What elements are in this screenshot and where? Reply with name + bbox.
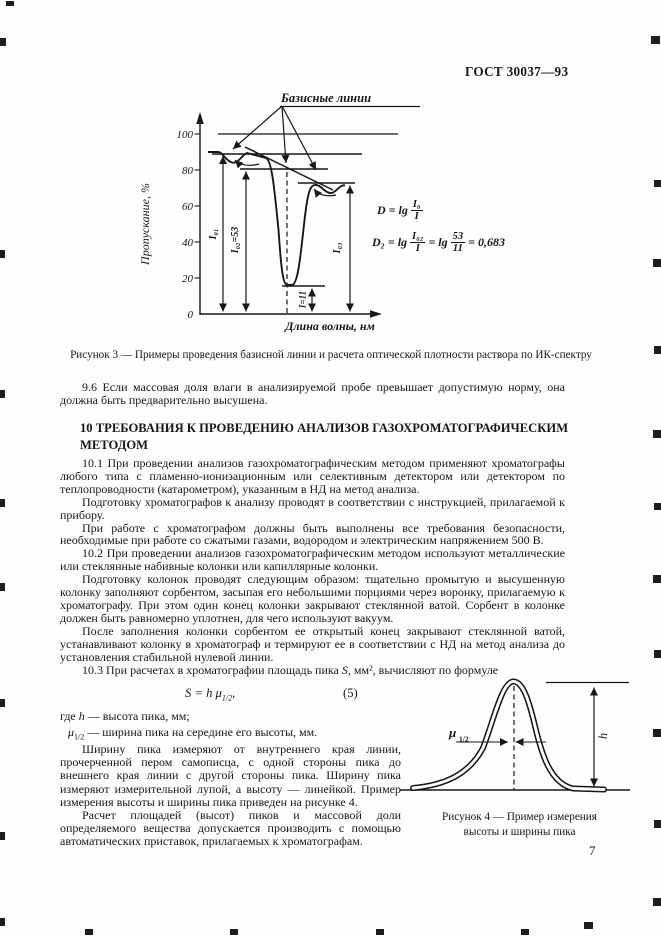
y-tick-labels — [177, 129, 194, 321]
formula-lhs: D₂ = lg — [372, 235, 408, 250]
figure4-caption-line1: Рисунок 4 — Пример измерения — [442, 811, 597, 823]
formula-result: = 0,683 — [468, 235, 505, 250]
variable-mu: μ — [68, 725, 75, 739]
scan-mark — [653, 729, 661, 737]
page-number: 7 — [589, 843, 596, 858]
optical-density-formula-calculated — [372, 231, 505, 254]
y-tick: 20 — [182, 273, 193, 285]
fraction-denominator: 11 — [452, 243, 463, 255]
formula-5-subscript: 1/2 — [221, 693, 233, 703]
paragraph-10-2b: Подготовку колонок проводят следующим образом: тщательно промытую и высушенную колонку заполняют сорбентом, засыпая его небольшими порциями через воронку, прилагаемую к хроматографу. При этом один конец колонки закрывают стеклянной ватой. Сорбент в колонке должен быть равномерно уплотнен, для чего используют вакуум. — [60, 572, 565, 625]
fraction-numerator: 53 — [452, 231, 464, 242]
figure4-peak-measurement-drawing — [398, 656, 633, 806]
y-axis-arrowhead — [196, 112, 204, 124]
fraction — [411, 199, 423, 222]
x-axis-label: Длина волны, нм — [285, 319, 375, 333]
scan-mark — [654, 650, 661, 658]
paragraph-peak-width: Ширину пика измеряют от внутреннего края линии, прочерченной пером самописца, с одной стороны пика до внешнего края линии с другой стороны пика. Ширину пика измеряют измерительной лупой, а высоту — линейкой. Пример измерения высоты и ширины пика приведен на рисунке 4. — [60, 742, 401, 809]
figure4-caption — [412, 810, 627, 839]
formula-lhs: D = lg — [377, 203, 408, 218]
where-clause-line1 — [60, 710, 405, 723]
paragraph-10-3-text: 10.3 При расчетах в хроматографии площадь пика — [82, 662, 342, 677]
baseline-annotation-label: Базисные линии — [280, 91, 372, 105]
where-definition-mu: — ширина пика на середине его высоты, мм. — [84, 725, 318, 739]
scan-mark — [0, 390, 5, 398]
y-tick: 40 — [182, 237, 193, 249]
paragraph-10-2c: После заполнения колонки сорбентом ее открытый конец закрывают стеклянной ватой, устанавливают колонку в хроматограф и термируют ее в соответствии с НД на метод анализа до установления стабильной нулевой линии. — [60, 623, 565, 664]
where-definition-h: — высота пика, мм; — [84, 709, 190, 723]
x-axis-arrowhead — [370, 310, 382, 318]
figure4-caption-line2: высоты и ширины пика — [463, 825, 576, 838]
variable-h: h — [78, 709, 85, 723]
figure3-ir-spectrum-chart — [130, 85, 515, 350]
optical-density-formula-general — [377, 199, 423, 222]
scan-mark — [6, 1, 14, 6]
y-tick: 100 — [176, 129, 193, 141]
measure-label-i01: I₀₁ — [208, 228, 219, 240]
fraction-denominator: I — [415, 243, 420, 255]
fraction-numerator: I₀₂ — [412, 231, 424, 242]
fraction-numerator: I₀ — [412, 199, 421, 210]
y-tick: 0 — [187, 309, 193, 321]
scan-mark — [584, 922, 593, 929]
scan-mark — [653, 430, 661, 438]
height-label: h — [596, 732, 610, 740]
section-10-heading: 10 ТРЕБОВАНИЯ К ПРОВЕДЕНИЮ АНАЛИЗОВ ГАЗОХРОМАТОГРАФИЧЕСКИМ МЕТОДОМ — [80, 421, 569, 452]
y-tick: 60 — [182, 201, 193, 213]
where-clause-line2 — [68, 726, 408, 744]
paragraph-9-6: 9.6 Если массовая доля влаги в анализируемой пробе превышает допустимую норму, она должна быть предварительно высушена. — [60, 380, 565, 407]
paragraph-10-1b: Подготовку хроматографов к анализу проводят в соответствии с инструкцией, прилагаемой к прибору. — [60, 494, 565, 522]
variable-s: S — [341, 662, 348, 677]
fraction — [410, 231, 425, 254]
mu-half-width-label: μ — [449, 725, 457, 740]
figure3-baselines — [212, 107, 420, 287]
peak-curve-inner — [413, 681, 604, 789]
scan-mark — [0, 583, 5, 591]
scan-mark — [653, 898, 661, 906]
paragraph-10-3-tail: , мм², вычисляют по формуле — [347, 662, 499, 677]
scan-mark — [653, 575, 661, 583]
fraction-denominator: I — [414, 211, 419, 223]
scan-mark — [0, 918, 5, 926]
scan-mark — [376, 929, 384, 935]
doc-header-gost-number: ГОСТ 30037—93 — [465, 64, 569, 79]
scan-mark — [653, 259, 661, 267]
formula-5-expression — [185, 686, 235, 703]
paragraph-10-1c: При работе с хроматографом должны быть выполнены все требования безопасности, необходимые при работе со сжатыми газами, водородом и электрическим напряжением 500 В. — [60, 520, 565, 548]
scan-mark — [654, 346, 661, 354]
paragraph-auto-attachments: Расчет площадей (высот) пиков и массовой доли определяемого вещества допускается производить с помощью автоматических приставок, прилагаемых к хроматографам. — [60, 808, 401, 849]
fraction — [451, 231, 466, 254]
measure-label-i03: I₀₃ — [332, 242, 343, 254]
scan-mark — [0, 38, 6, 46]
scan-mark — [0, 499, 5, 507]
scan-mark — [230, 929, 238, 935]
mu-subscript: 1/2 — [74, 732, 85, 742]
scan-mark — [654, 820, 661, 828]
scan-mark — [0, 250, 5, 258]
formula-5-body: S = h μ — [185, 686, 222, 700]
figure3-caption: Рисунок 3 — Примеры проведения базисной линии и расчета оптической плотности раствора по ИК-спектру — [70, 349, 592, 361]
formula-5-number: (5) — [343, 686, 358, 700]
where-word: где — [60, 709, 79, 723]
scan-mark — [654, 180, 661, 187]
scan-mark — [85, 929, 93, 935]
y-axis-label: Пропускание, % — [138, 183, 152, 265]
paragraph-10-1: 10.1 При проведении анализов газохроматографическим методом применяют хроматографы любого типа с пламенно-ионизационным или селективным детектором или детектором по теплопроводности (катарометром), указанным в НД на метод анализа. — [60, 456, 565, 496]
paragraph-10-2: 10.2 При проведении анализов газохроматографическим методом используют металлические или стеклянные набивные колонки или капиллярные колонки. — [60, 546, 565, 574]
scan-mark — [654, 503, 661, 510]
scan-mark — [0, 832, 5, 840]
scan-mark — [521, 929, 529, 935]
measure-label-i02: I₀₂=53 — [230, 226, 241, 254]
scan-mark — [651, 36, 660, 44]
spectrum-curve — [208, 152, 345, 285]
section-10-body — [60, 457, 565, 676]
peak-curve-outer — [413, 681, 604, 789]
y-tick: 80 — [182, 165, 193, 177]
formula-mid: = lg — [428, 235, 448, 250]
scan-mark — [0, 699, 5, 707]
measure-label-i11: I=11 — [297, 290, 308, 309]
mu-half-width-subscript: 1/2 — [459, 734, 469, 744]
formula-5-comma: , — [232, 686, 236, 700]
